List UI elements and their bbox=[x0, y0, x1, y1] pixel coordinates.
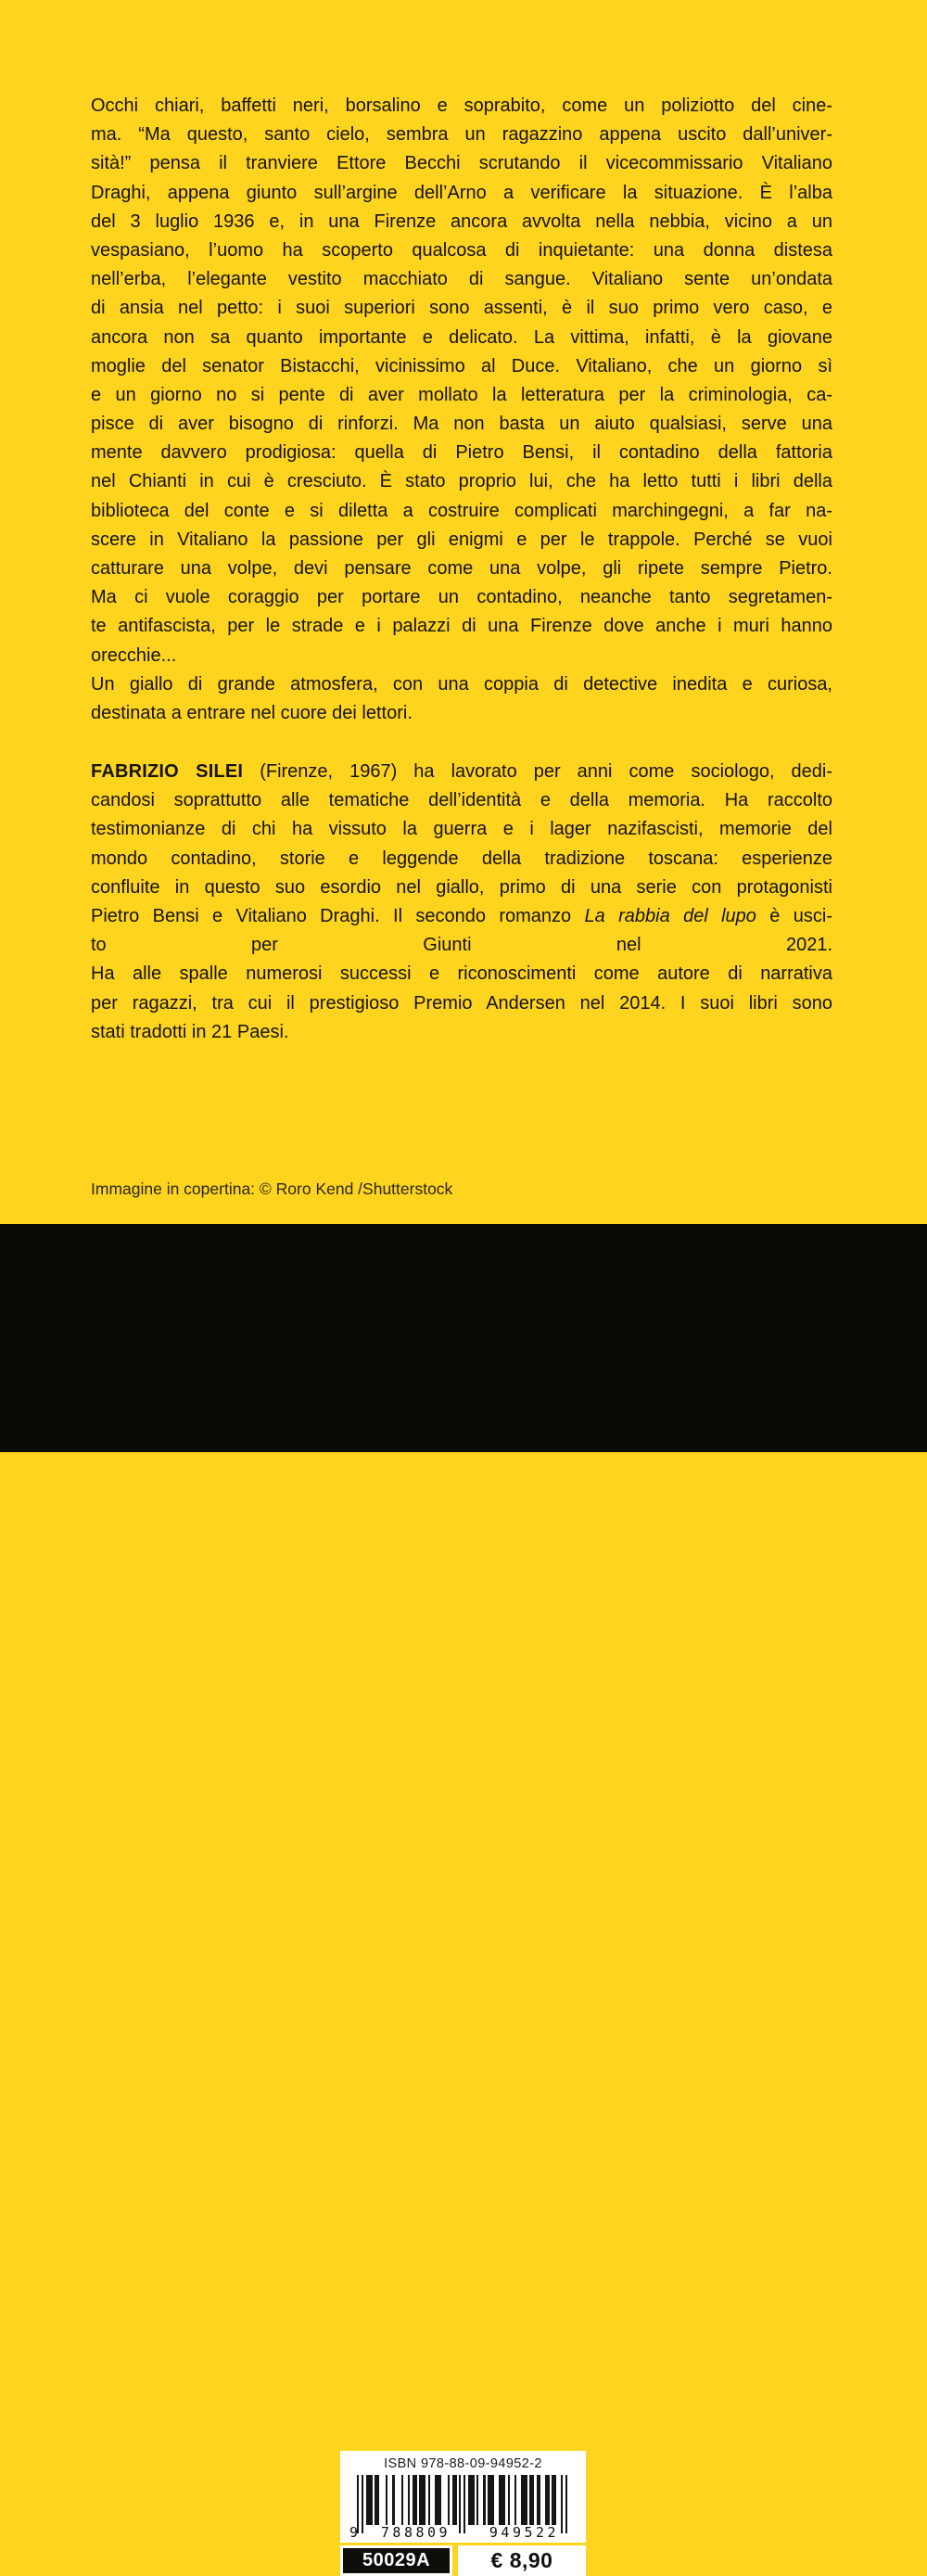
text-line: vespasiano, l’uomo ha scoperto qualcosa di inquietante: una donna distesa bbox=[91, 239, 832, 261]
barcode-digit-group: 9 bbox=[349, 2524, 359, 2541]
text-line: FABRIZIO SILEI (Firenze, 1967) ha lavorato per anni come sociologo, dedi- bbox=[91, 761, 832, 782]
cover-image-credit: Immagine in copertina: © Roro Kend /Shutterstock bbox=[91, 1180, 453, 1198]
barcode-digit-group: 788809 bbox=[380, 2524, 451, 2541]
text-line: to per Giunti nel 2021. bbox=[91, 935, 832, 956]
text-line: nel Chianti in cui è cresciuto. È stato proprio lui, che ha letto tutti i libri della bbox=[91, 471, 832, 492]
text-line: di ansia nel petto: i suoi superiori sono assenti, è il suo primo vero caso, e bbox=[91, 298, 832, 319]
text-line: biblioteca del conte e si diletta a costruire complicati marchingegni, a far na- bbox=[91, 500, 832, 521]
text-line: Pietro Bensi e Vitaliano Draghi. Il secondo romanzo La rabbia del lupo è usci- bbox=[91, 905, 833, 926]
barcode-digit-group: 949522 bbox=[489, 2524, 560, 2541]
text-line: catturare una volpe, devi pensare come una volpe, gli ripete sempre Pietro. bbox=[91, 558, 832, 579]
text-line: orecchie... bbox=[91, 644, 177, 666]
text-line: te antifascista, per le strade e i palazzi di una Firenze dove anche i muri hanno bbox=[91, 616, 832, 637]
text-line: mondo contadino, storie e leggende della tradizione toscana: esperienze bbox=[91, 848, 832, 869]
label-bottom-row bbox=[340, 2545, 586, 2576]
price: € 8,90 bbox=[458, 2545, 586, 2576]
barcode-label bbox=[340, 2451, 586, 2576]
text-line: Draghi, appena giunto sull’argine dell’Arno a verificare la situazione. È l’alba bbox=[91, 182, 832, 203]
text-line: Occhi chiari, baffetti neri, borsalino e soprabito, come un poliziotto del cine- bbox=[91, 96, 832, 116]
text-line: del 3 luglio 1936 e, in una Firenze ancora avvolta nella nebbia, vicino a un bbox=[91, 210, 832, 232]
author-bio-text bbox=[91, 758, 832, 1047]
bottom-black-band bbox=[0, 1224, 927, 2572]
text-line: ancora non sa quanto importante e delicato. La vittima, infatti, è la giovane bbox=[91, 326, 832, 348]
text-line: pisce di aver bisogno di rinforzi. Ma non basta un aiuto qualsiasi, serve una bbox=[91, 414, 832, 435]
text-line: nell’erba, l’elegante vestito macchiato di sangue. Vitaliano sente un’ondata bbox=[91, 269, 832, 290]
text-line: testimonianze di chi ha vissuto la guerra e i lager nazifascisti, memorie del bbox=[91, 819, 832, 840]
isbn-text: ISBN 978-88-09-94952-2 bbox=[384, 2456, 542, 2471]
text-line: stati tradotti in 21 Paesi. bbox=[91, 1021, 289, 1042]
text-line: mente davvero prodigiosa: quella di Pietro Bensi, il contadino della fattoria bbox=[91, 442, 832, 464]
text-line: e un giorno no si pente di aver mollato la letteratura per la criminologia, ca- bbox=[91, 384, 832, 405]
text-line: confluite in questo suo esordio nel giallo, primo di una serie con protagonisti bbox=[91, 876, 832, 898]
synopsis-text bbox=[91, 92, 832, 728]
text-line: destinata a entrare nel cuore dei lettori. bbox=[91, 702, 413, 723]
text-line: Ma ci vuole coraggio per portare un contadino, neanche tanto segretamen- bbox=[91, 587, 832, 608]
isbn-box bbox=[340, 2451, 586, 2543]
text-line: candosi soprattutto alle tematiche dell’identità e della memoria. Ha raccolto bbox=[91, 790, 832, 811]
text-line: scere in Vitaliano la passione per gli enigmi e per le trappole. Perché se vuoi bbox=[91, 529, 832, 550]
text-line: per ragazzi, tra cui il prestigioso Premio Andersen nel 2014. I suoi libri sono bbox=[91, 992, 832, 1014]
text-line: moglie del senator Bistacchi, vicinissimo al Duce. Vitaliano, che un giorno sì bbox=[91, 355, 832, 376]
text-line: sità!” pensa il tranviere Ettore Becchi scrutando il vicecommissario Vitaliano bbox=[91, 153, 832, 174]
text-line: ma. “Ma questo, santo cielo, sembra un ragazzino appena uscito dall’univer- bbox=[91, 124, 832, 146]
text-line: Ha alle spalle numerosi successi e riconoscimenti come autore di narrativa bbox=[91, 963, 832, 985]
barcode-digits bbox=[346, 2524, 580, 2543]
text-line: Un giallo di grande atmosfera, con una coppia di detective inedita e curiosa, bbox=[91, 673, 832, 695]
edition-code: 50029A bbox=[340, 2545, 452, 2576]
